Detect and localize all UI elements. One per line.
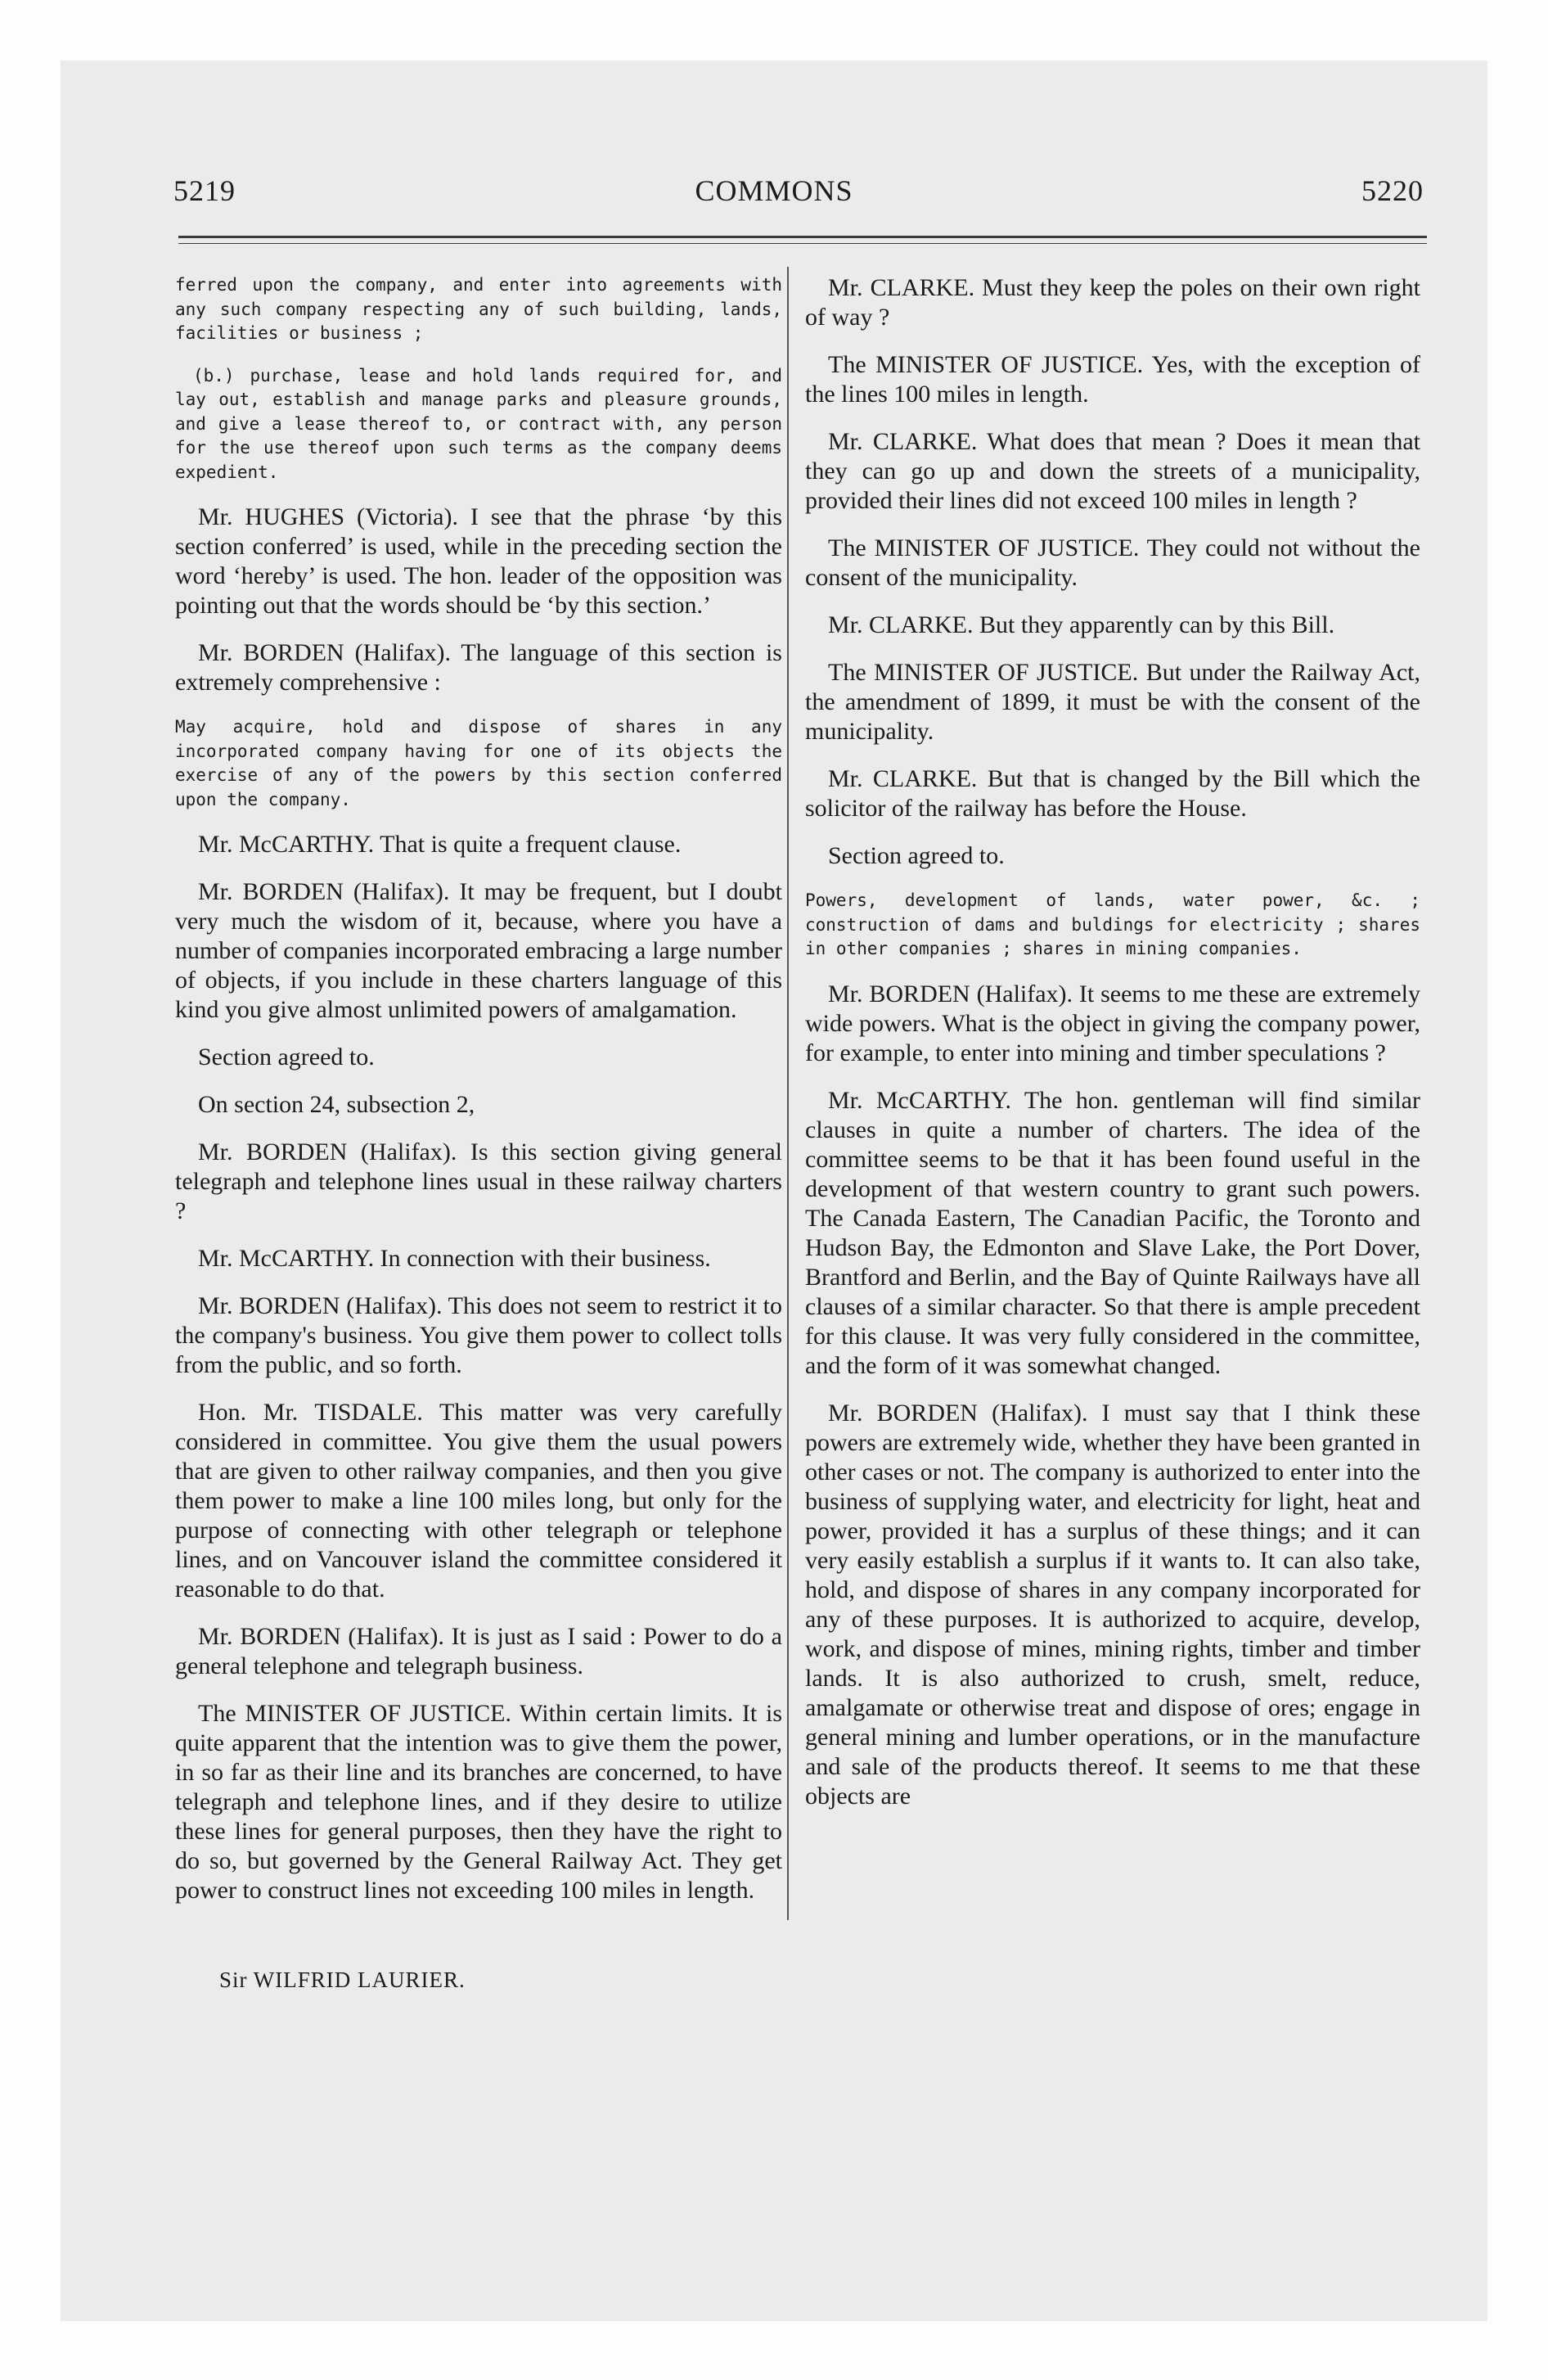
speech-paragraph: Mr. BORDEN (Halifax). It seems to me these are extremely wide powers. What is the object in giving the company power, for example, to enter into mining and timber speculations ? <box>805 980 1420 1066</box>
speech-paragraph: The MINISTER OF JUSTICE. They could not without the consent of the municipality. <box>805 534 1420 591</box>
right-page-number: 5220 <box>1361 174 1424 207</box>
speech-paragraph: Mr. BORDEN (Halifax). The language of this section is extremely comprehensive : <box>175 639 782 696</box>
speech-paragraph: Mr. CLARKE. Must they keep the poles on their own right of way ? <box>805 274 1420 331</box>
speech-paragraph: Mr. BORDEN (Halifax). It is just as I said : Power to do a general telephone and telegraph business. <box>175 1623 782 1679</box>
speech-paragraph: Mr. CLARKE. What does that mean ? Does it mean that they can go up and down the streets of a municipality, provided their lines did not exceed 100 miles in length ? <box>805 428 1420 514</box>
speaker-signoff: Sir WILFRID LAURIER. <box>219 1968 466 1992</box>
column-divider <box>787 267 789 1920</box>
quoted-clause: ferred upon the company, and enter into agreements with any such company respecting any of such building, lands, facilities or business ; <box>175 275 782 343</box>
speech-paragraph: Mr. McCARTHY. In connection with their business. <box>198 1245 711 1272</box>
speech-paragraph: Mr. BORDEN (Halifax). This does not seem to restrict it to the company's business. You give them power to collect tolls from the public, and so forth. <box>175 1292 782 1378</box>
speech-paragraph: Mr. BORDEN (Halifax). Is this section giving general telegraph and telephone lines usual in these railway charters ? <box>175 1138 782 1224</box>
procedure-note: Section agreed to. <box>828 842 1005 869</box>
header-rule-thin <box>178 243 1427 244</box>
left-page-number: 5219 <box>173 174 236 207</box>
left-column <box>175 273 782 1923</box>
speech-paragraph: Mr. HUGHES (Victoria). I see that the phrase ‘by this section conferred’ is used, while in the preceding section the word ‘hereby’ is used. The hon. leader of the opposition was pointing out that the words should be ‘by this section.’ <box>175 503 782 619</box>
speech-paragraph: Mr. McCARTHY. That is quite a frequent clause. <box>198 831 682 858</box>
speech-paragraph: Mr. McCARTHY. The hon. gentleman will find similar clauses in quite a number of charters. The idea of the committee seems to be that it has been found useful in the development of that western country to grant such powers. The Canada Eastern, The Canadian Pacific, the Toronto and Hudson Bay, the Edmonton and Slave Lake, the Port Dover, Brantford and Berlin, and the Bay of Quinte Railways have all clauses of a similar character. So that there is ample precedent for this clause. It was very fully considered in the committee, and the form of it was somewhat changed. <box>805 1086 1420 1379</box>
quoted-clause: Powers, development of lands, water power, &c. ; construction of dams and buldings for electricity ; shares in other companies ; shares in mining companies. <box>805 890 1420 958</box>
speech-paragraph: Mr. CLARKE. But that is changed by the Bill which the solicitor of the railway has before the House. <box>805 765 1420 822</box>
procedure-note: On section 24, subsection 2, <box>198 1091 475 1118</box>
page-title: COMMONS <box>695 174 853 207</box>
header-rule-thick <box>178 236 1427 238</box>
speech-paragraph: The MINISTER OF JUSTICE. Within certain limits. It is quite apparent that the intention was to give them the power, in so far as their line and its branches are concerned, to have telegraph and telephone lines, and if they desire to utilize these lines for general purposes, then they have the right to do so, but governed by the General Railway Act. They get power to construct lines not exceeding 100 miles in length. <box>175 1700 782 1904</box>
speech-paragraph: Mr. BORDEN (Halifax). It may be frequent, but I doubt very much the wisdom of it, because, where you have a number of companies incorporated embracing a large number of objects, if you include in these charters language of this kind you give almost unlimited powers of amalgamation. <box>175 878 782 1023</box>
procedure-note: Section agreed to. <box>198 1044 375 1071</box>
speech-paragraph: The MINISTER OF JUSTICE. But under the Railway Act, the amendment of 1899, it must be with the consent of the municipality. <box>805 659 1420 745</box>
speech-paragraph: The MINISTER OF JUSTICE. Yes, with the exception of the lines 100 miles in length. <box>805 351 1420 408</box>
quoted-clause: (b.) purchase, lease and hold lands required for, and lay out, establish and manage parks and pleasure grounds, and give a lease thereof to, or contract with, any person for the use thereof upon such terms as the company deems expedient. <box>175 365 782 482</box>
quoted-clause: May acquire, hold and dispose of shares in any incorporated company having for one of its objects the exercise of any of the powers by this section conferred upon the company. <box>175 717 782 809</box>
speech-paragraph: Mr. CLARKE. But they apparently can by this Bill. <box>828 611 1335 638</box>
speech-paragraph: Hon. Mr. TISDALE. This matter was very carefully considered in committee. You give them the usual powers that are given to other railway companies, and then you give them power to make a line 100 miles long, but only for the purpose of connecting with other telegraph or telephone lines, and on Vancouver island the committee considered it reasonable to do that. <box>175 1399 782 1602</box>
right-column <box>805 273 1420 1829</box>
speech-paragraph: Mr. BORDEN (Halifax). I must say that I think these powers are extremely wide, whether they have been granted in other cases or not. The company is authorized to enter into the business of supplying water, and electricity for light, heat and power, provided it has a surplus of these things; and it can very easily establish a surplus if it wants to. It can also take, hold, and dispose of shares in any company incorporated for any of these purposes. It is authorized to acquire, develop, work, and dispose of mines, mining rights, timber and timber lands. It is also authorized to crush, smelt, reduce, amalgamate or otherwise treat and dispose of ores; engage in general mining and lumber operations, or in the manufacture and sale of the products thereof. It seems to me that these objects are <box>805 1399 1420 1810</box>
